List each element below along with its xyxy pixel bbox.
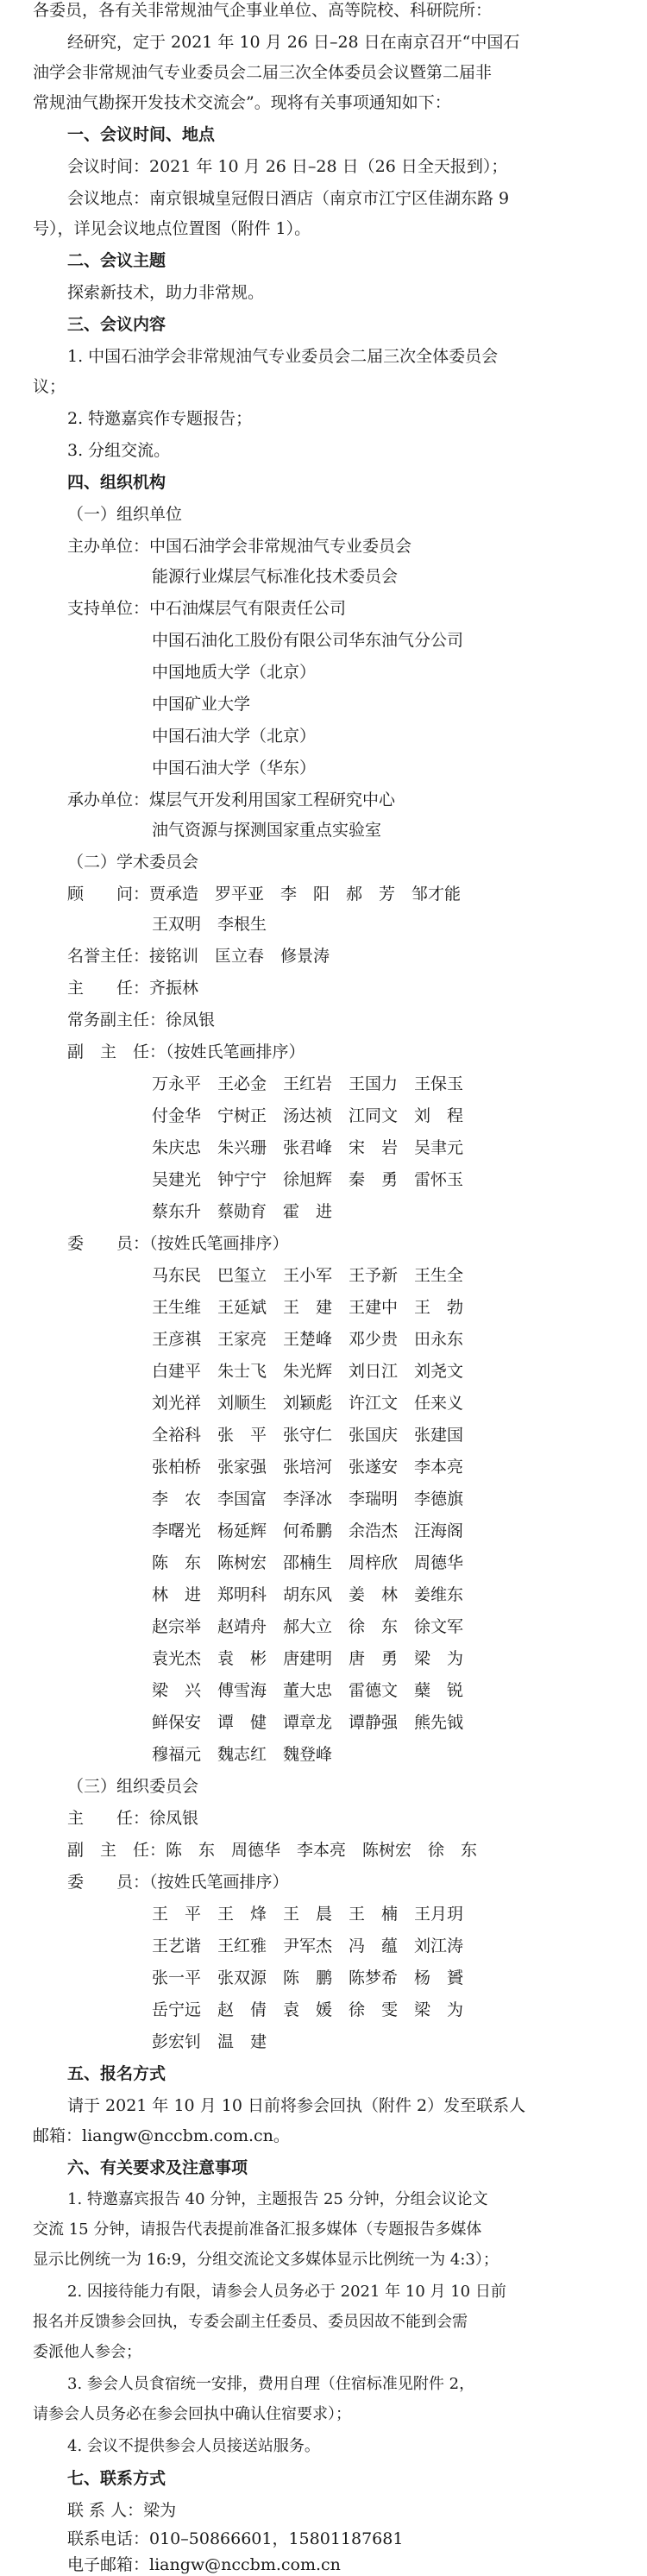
text-line: 主办单位：中国石油学会非常规油气专业委员会 xyxy=(67,537,412,556)
text-line: 主 任：齐振林 xyxy=(67,979,199,998)
text-line: 常务副主任：徐凤银 xyxy=(67,1011,216,1030)
section-heading: 二、会议主题 xyxy=(67,251,166,270)
text-line: 岳宁远 赵 倩 袁 媛 徐 雯 梁 为 xyxy=(152,2000,464,2019)
text-line: 2. 因接待能力有限，请参会人员务必于 2021 年 10 月 10 日前 xyxy=(67,2283,506,2301)
section-heading: 六、有关要求及注意事项 xyxy=(67,2158,248,2177)
text-line: 刘光祥 刘顺生 刘颖彪 许江文 任来义 xyxy=(152,1394,464,1413)
text-line: 付金华 宁树正 汤达祯 江同文 刘 程 xyxy=(152,1106,464,1125)
text-line: 袁光杰 袁 彬 唐建明 唐 勇 梁 为 xyxy=(152,1649,464,1668)
text-line: 副 主 任：陈 东 周德华 李本亮 陈树宏 徐 东 xyxy=(67,1841,478,1860)
text-line: 4. 会议不提供参会人员接送站服务。 xyxy=(67,2437,320,2455)
section-heading: 四、组织机构 xyxy=(67,473,166,492)
text-line: 会议地点：南京银城皇冠假日酒店（南京市江宁区佳湖东路 9 xyxy=(67,189,510,208)
text-line: 主 任：徐凤银 xyxy=(67,1809,199,1828)
text-line: 王生维 王延斌 王 建 王建中 王 勃 xyxy=(152,1298,464,1317)
text-line: 王彦祺 王家亮 王楚峰 邓少贵 田永东 xyxy=(152,1330,464,1349)
section-heading: 三、会议内容 xyxy=(67,315,166,334)
text-line: 吴建光 钟宁宁 徐旭辉 秦 勇 雷怀玉 xyxy=(152,1170,464,1189)
text-line: 李曙光 杨延辉 何希鹏 余浩杰 汪海阁 xyxy=(152,1521,464,1540)
text-line: 中国矿业大学 xyxy=(152,695,251,714)
text-line: 彭宏钊 温 建 xyxy=(152,2032,267,2051)
text-line: 2. 特邀嘉宾作专题报告； xyxy=(67,409,253,428)
text-line: 能源行业煤层气标准化技术委员会 xyxy=(152,567,399,586)
text-line: 朱庆忠 朱兴珊 张君峰 宋 岩 吴聿元 xyxy=(152,1138,464,1157)
text-line: 林 进 郑明科 胡东风 姜 林 姜维东 xyxy=(152,1585,464,1604)
text-line: 各委员，各有关非常规油气企事业单位、高等院校、科研院所： xyxy=(33,1,493,20)
text-line: 李 农 李国富 李泽冰 李瑞明 李德旗 xyxy=(152,1490,464,1508)
text-line: 经研究，定于 2021 年 10 月 26 日–28 日在南京召开“中国石 xyxy=(67,33,520,52)
text-line: 陈 东 陈树宏 邵楠生 周梓欣 周德华 xyxy=(152,1553,464,1572)
text-line: 油学会非常规油气专业委员会二届三次全体委员会议暨第二届非 xyxy=(33,63,493,82)
text-line: 王 平 王 烽 王 晨 王 楠 王月玥 xyxy=(152,1905,464,1924)
text-line: 中国石油化工股份有限公司华东油气分公司 xyxy=(152,631,464,650)
text-line: 顾 问：贾承造 罗平亚 李 阳 郝 芳 邹才能 xyxy=(67,885,462,904)
text-line: 委派他人参会； xyxy=(33,2343,141,2361)
text-line: 承办单位：煤层气开发利用国家工程研究中心 xyxy=(67,790,396,809)
text-line: 中国地质大学（北京） xyxy=(152,663,317,682)
text-line: 全裕科 张 平 张守仁 张国庆 张建国 xyxy=(152,1426,464,1445)
text-line: 1. 特邀嘉宾报告 40 分钟，主题报告 25 分钟，分组会议论文 xyxy=(67,2190,488,2208)
text-line: （二）学术委员会 xyxy=(67,853,199,872)
text-line: 梁 兴 傅雪海 董大忠 雷德文 蘖 锐 xyxy=(152,1681,464,1700)
section-heading: 七、联系方式 xyxy=(67,2469,166,2488)
text-line: 支持单位：中石油煤层气有限责任公司 xyxy=(67,599,347,618)
text-line: 联 系 人：梁为 xyxy=(67,2501,177,2520)
text-line: 议； xyxy=(33,377,66,396)
text-line: 油气资源与探测国家重点实验室 xyxy=(152,821,382,840)
text-line: 副 主 任：（按姓氏笔画排序） xyxy=(67,1042,305,1061)
text-line: （三）组织委员会 xyxy=(67,1777,199,1796)
section-heading: 一、会议时间、地点 xyxy=(67,125,216,144)
text-line: 电子邮箱：liangw@nccbm.com.cn xyxy=(67,2555,341,2574)
text-line: 穆福元 魏志红 魏登峰 xyxy=(152,1745,333,1764)
text-line: 赵宗举 赵靖舟 郝大立 徐 东 徐文军 xyxy=(152,1617,464,1636)
text-line: 3. 参会人员食宿统一安排，费用自理（住宿标准见附件 2， xyxy=(67,2375,475,2393)
text-line: 交流 15 分钟，请报告代表提前准备汇报多媒体（专题报告多媒体 xyxy=(33,2220,482,2239)
text-line: （一）组织单位 xyxy=(67,505,183,524)
text-line: 常规油气勘探开发技术交流会”。现将有关事项通知如下： xyxy=(33,93,451,112)
text-line: 王双明 李根生 xyxy=(152,915,267,934)
text-line: 鲜保安 谭 健 谭章龙 谭静强 熊先钺 xyxy=(152,1713,464,1732)
text-line: 委 员：（按姓氏笔画排序） xyxy=(67,1873,289,1892)
text-line: 3. 分组交流。 xyxy=(67,441,171,460)
text-line: 1. 中国石油学会非常规油气专业委员会二届三次全体委员会 xyxy=(67,347,499,366)
text-line: 请于 2021 年 10 月 10 日前将参会回执（附件 2）发至联系人 xyxy=(67,2096,526,2115)
text-line: 报名并反馈参会回执，专委会副主任委员、委员因故不能到会需 xyxy=(33,2313,468,2331)
section-heading: 五、报名方式 xyxy=(67,2064,166,2083)
text-line: 王艺谐 王红雅 尹军杰 冯 蕴 刘江涛 xyxy=(152,1937,464,1956)
text-line: 联系电话：010–50866601，15801187681 xyxy=(67,2529,404,2548)
text-line: 张柏桥 张家强 张培河 张遂安 李本亮 xyxy=(152,1458,464,1477)
text-line: 邮箱：liangw@nccbm.com.cn。 xyxy=(33,2126,290,2145)
text-line: 名誉主任：接铭训 匡立春 修景涛 xyxy=(67,947,330,966)
text-line: 万永平 王必金 王红岩 王国力 王保玉 xyxy=(152,1074,464,1093)
text-line: 张一平 张双源 陈 鹏 陈梦希 杨 贇 xyxy=(152,1968,464,1987)
text-line: 探索新技术，助力非常规。 xyxy=(67,283,265,302)
text-line: 会议时间：2021 年 10 月 26 日–28 日（26 日全天报到）； xyxy=(67,157,508,176)
text-line: 白建平 朱士飞 朱光辉 刘日江 刘尧文 xyxy=(152,1362,464,1381)
text-line: 中国石油大学（北京） xyxy=(152,727,317,746)
text-line: 马东民 巴玺立 王小军 王予新 王生全 xyxy=(152,1266,464,1285)
text-line: 委 员：（按姓氏笔画排序） xyxy=(67,1234,289,1253)
text-line: 显示比例统一为 16:9，分组交流论文多媒体显示比例统一为 4:3）； xyxy=(33,2251,499,2269)
text-line: 请参会人员务必在参会回执中确认住宿要求）； xyxy=(33,2405,351,2423)
text-line: 蔡东升 蔡勋育 霍 进 xyxy=(152,1202,333,1221)
text-line: 号），详见会议地点位置图（附件 1）。 xyxy=(33,219,311,238)
text-line: 中国石油大学（华东） xyxy=(152,759,317,778)
